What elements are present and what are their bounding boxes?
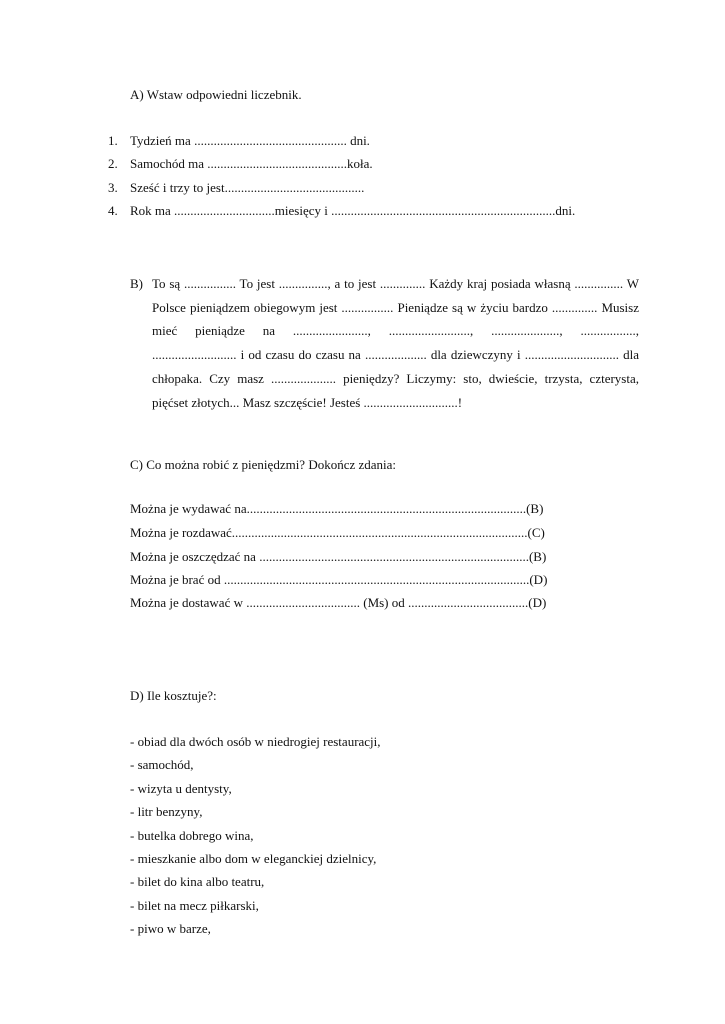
section-d-item-4: - litr benzyny, — [130, 804, 203, 819]
section-b-paragraph — [152, 272, 639, 414]
section-b-label: B) — [130, 276, 143, 291]
section-a-item-2-number: 2. — [108, 156, 118, 171]
section-a-item-2: Samochód ma ...........................................koła. — [130, 156, 373, 171]
section-d-item-8: - bilet na mecz piłkarski, — [130, 898, 259, 913]
section-d-item-1: - obiad dla dwóch osób w niedrogiej restauracji, — [130, 734, 381, 749]
section-d-item-7: - bilet do kina albo teatru, — [130, 874, 265, 889]
section-a-item-1-number: 1. — [108, 133, 118, 148]
section-c-line-5: Można je dostawać w ................................... (Ms) od .....................................(D) — [130, 595, 547, 610]
section-a-item-3: Sześć i trzy to jest........................................... — [130, 180, 365, 195]
section-a-item-1: Tydzień ma ............................................... dni. — [130, 133, 370, 148]
section-a-item-3-number: 3. — [108, 180, 118, 195]
section-c-heading: C) Co można robić z pieniędzmi? Dokończ zdania: — [130, 457, 397, 472]
section-d-item-5: - butelka dobrego wina, — [130, 828, 254, 843]
section-c-line-3: Można je oszczędzać na ...................................................................................(B) — [130, 549, 547, 564]
section-b-text: To są ................ To jest ..............., a to jest .............. Każdy kraj posiada własną ............... W Polsce pieniądzem obiegowym jest ................ Pieniądze są w życiu bardzo .............. Musisz mieć pieniądze na ......................., ........................., ....................., ................., .......................... i od czasu do czasu na ................... dla dziewczyny i ............................. dla chłopaka. Czy masz .................... pieniędzy? Liczymy: sto, dwieście, trzysta, czterysta, pięćset złotych... Masz szczęście! Jesteś .............................! — [152, 276, 639, 410]
section-c-line-1: Można je wydawać na......................................................................................(B) — [130, 501, 544, 516]
section-a-heading: A) Wstaw odpowiedni liczebnik. — [130, 87, 302, 102]
section-d-item-3: - wizyta u dentysty, — [130, 781, 232, 796]
section-d-heading: D) Ile kosztuje?: — [130, 688, 217, 703]
section-d-item-9: - piwo w barze, — [130, 921, 211, 936]
section-c-line-2: Można je rozdawać...........................................................................................(C) — [130, 525, 545, 540]
section-d-item-6: - mieszkanie albo dom w eleganckiej dzielnicy, — [130, 851, 377, 866]
section-d-item-2: - samochód, — [130, 757, 194, 772]
section-c-line-4: Można je brać od ..............................................................................................(D) — [130, 572, 548, 587]
section-a-item-4: Rok ma ...............................miesięcy i .....................................................................dni. — [130, 203, 576, 218]
section-a-item-4-number: 4. — [108, 203, 118, 218]
